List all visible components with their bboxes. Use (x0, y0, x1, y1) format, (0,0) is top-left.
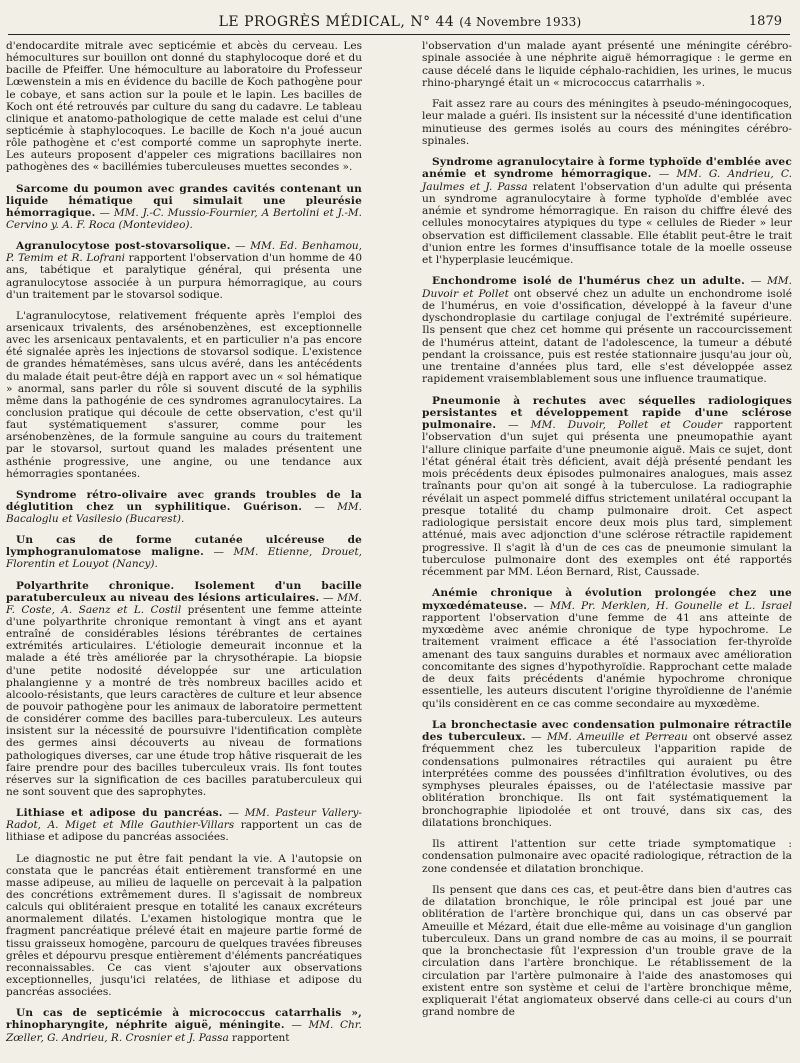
header-rule (8, 34, 790, 35)
issue-date: (4 Novembre 1933) (459, 15, 582, 29)
article-authors: — MM. J.-C. Mussio-Fournier, A Bertolini et J.-M. Cervino y. A. F. Roca (Montevideo). (6, 206, 362, 231)
article-paragraph (6, 580, 362, 799)
article-block (422, 40, 792, 89)
article-block (6, 40, 362, 174)
article-paragraph (422, 838, 792, 875)
article-title: Lithiase et adipose du pancréas. (16, 807, 223, 820)
article-paragraph (6, 1007, 362, 1043)
article-paragraph (422, 98, 792, 147)
article-title: Un cas de forme cutanée ulcéreuse de lymphogranulomatose maligne. (6, 534, 362, 559)
article-paragraph (6, 183, 362, 232)
article-authors: — MM. Duvoir, Pollet et Couder (508, 419, 723, 431)
article-text: rapportent l'observation d'un sujet qui présenta une pneumopathie ayant l'allure clinique parfaite d'une pneumonie aiguë. Mais ce sujet, dont l'état général était très déficient, avait déjà présenté pendant les mois précédents deux épisodes pulmonaires analogues, mais assez traînants pour qu'on ait songé à la tuberculose. La radiographie révélait un aspect pommelé diffus strictement unilatéral occupant la presque totalité du champ pulmonaire droit. Cet aspect radiologique persistait encore deux mois plus tard, simplement atténué, mais avec adjonction d'une sclérose rétractile rapidement progressive. Il s'agit là d'un de ces cas de pneumonie simulant la tuberculose pulmonaire dont des exemples ont été rapportés récemment par MM. Léon Bernard, Rist, Caussade. (422, 419, 792, 578)
article-block (6, 807, 362, 843)
article-title: Syndrome rétro-olivaire avec grands troubles de la déglutition chez un syphilitique. Guérison. (6, 488, 362, 513)
article-title: Pneumonie à rechutes avec séquelles radiologiques persistantes et développement rapide d'une sclérose pulmonaire. (422, 394, 792, 431)
article-paragraph (6, 310, 362, 480)
article-text: d'endocardite mitrale avec septicémie et abcès du cerveau. Les hémocultures sur bouillon ont donné du staphylocoque doré et du bacille de Pfeiffer. Une hémoculture au laboratoire du Professeur Lœwenstein a mis en évidence du bacille de Koch pathogène pour le cobaye, et sans action sur la poule et le lapin. Les bacilles de Koch ont été retrouvés par culture du sang du cadavre. Le tableau clinique et anatomo-pathologique de cette malade est celui d'une septicémie à staphylocoques. Le bacille de Koch n'a joué aucun rôle pathogène et c'est comporté comme un saprophyte inerte. Les auteurs proposent d'appeler ces migrations bacillaires non pathogènes des « bacillémies tuberculeuses muettes secondes ». (6, 40, 362, 174)
article-block (6, 310, 362, 480)
article-authors: — MM. Etienne, Drouet, Florentin et Louyot (Nancy). (6, 546, 362, 571)
running-head (0, 10, 800, 36)
article-authors: — MM. Ameuille et Perreau (531, 731, 688, 743)
article-paragraph (422, 587, 792, 710)
article-block (422, 395, 792, 579)
article-block (422, 587, 792, 710)
journal-name: LE PROGRÈS MÉDICAL, N° 44 (218, 14, 455, 30)
article-text: l'observation d'un malade ayant présenté une méningite cérébro-spinale associée à une néphrite aiguë hémorragique : le germe en cause décelé dans le liquide céphalo-rachidien, les urines, le mucus rhino-pharyngé était un « micrococcus catarrhalis ». (422, 40, 792, 89)
article-paragraph (422, 275, 792, 385)
article-block (422, 156, 792, 266)
article-text: Fait assez rare au cours des méningites à pseudo-méningocoques, leur malade a guéri. Ils insistent sur la nécessité d'une identification minutieuse des germes isolés au cours des méningites cérébro-spinales. (422, 98, 792, 147)
article-title: La bronchectasie avec condensation pulmonaire rétractile des tuberculeux. (422, 718, 792, 743)
article-block (6, 183, 362, 232)
article-text: rapportent (232, 1031, 290, 1044)
article-paragraph (6, 853, 362, 999)
article-paragraph (422, 884, 792, 1019)
article-paragraph (6, 240, 362, 301)
article-authors: — MM. G. Andrieu, C. Jaulmes et J. Passa (422, 168, 793, 193)
article-title: Agranulocytose post-stovarsolique. (16, 240, 231, 253)
article-block (6, 853, 362, 999)
article-authors: — MM. F. Coste, A. Saenz et L. Costil (6, 591, 362, 616)
article-text: présentent une femme atteinte d'une polyarthrite chronique remontant à vingt ans et ayant entraîné de considérables lésions térébrantes de certaines extrémités articulaires. L'étiologie demeurait inconnue et la malade a été très améliorée par la chrysothérapie. La biopsie d'une petite nodosité développée sur une articulation phalangienne y a montré de très nombreux bacilles acido et alcoolo-résistants, que leurs caractères de culture et leur absence de pouvoir pathogène pour les animaux de laboratoire permettent de considérer comme des bacilles para-tuberculeux. Les auteurs insistent sur la nécessité de poursuivre l'identification complète des germes ainsi découverts au niveau de formations pathologiques diverses, car une étude trop hâtive risquerait de les faire prendre pour des bacilles tuberculeux vrais. Ils font toutes réserves sur la signification de ces bacilles paratuberculeux qui ne sont souvent que des saprophytes. (6, 603, 362, 799)
article-block (422, 719, 792, 829)
article-block (6, 1007, 362, 1043)
article-text: Le diagnostic ne put être fait pendant la vie. A l'autopsie on constata que le pancréas était entièrement transformé en une masse adipeuse, au milieu de laquelle on percevait à la palpation des concrétions extrêmement dures. Il s'agissait de nombreux calculs qui oblitéraient presque en totalité les canaux excréteurs anormalement dilatés. L'examen histologique montra que le fragment pancréatique prélevé était en majeure partie formé de tissu graisseux homogène, parcouru de quelques travées fibreuses grêles et dépourvu presque entièrement d'éléments pancréatiques reconnaissables. Ce cas vient s'ajouter aux observations exceptionnelles, jusqu'ici relatées, de lithiase et adipose du pancréas associées. (6, 852, 362, 999)
article-title: Sarcome du poumon avec grandes cavités contenant un liquide hématique qui simulait une pleurésie hémorragique. (6, 182, 362, 219)
article-text: rapportent l'observation d'un homme de 40 ans, tabétique et paralytique général, qui présenta une agranulocytose associée à un purpura hémorragique, au cours d'un traitement par le stovarsol sodique. (6, 252, 362, 301)
article-authors: — MM. Duvoir et Pollet (422, 275, 793, 300)
article-text: L'agranulocytose, relativement fréquente après l'emploi des arsenicaux trivalents, des arsénobenzènes, est exceptionnelle avec les arsenicaux pentavalents, et en particulier n'a pas encore été signalée après les injections de stovarsol sodique. L'existence de grandes hématémèses, sans ulcus avéré, dans les antécédents du malade était peut-être déjà en rapport avec un « sol hématique » anormal, sans parler du rôle si souvent discuté de la syphilis même dans la pathogénie de ces syndromes agranulocytaires. La conclusion pratique qui découle de cette observation, c'est qu'il faut systématiquement s'assurer, comme pour les arsénobenzènes, de la formule sanguine au cours du traitement par le stovarsol, surtout quand les malades présentent une asthénie progressive, une angine, ou une tendance aux hémorragies spontanées. (6, 309, 362, 480)
page-number: 1879 (748, 14, 782, 29)
article-title: Syndrome agranulocytaire à forme typhoïde d'emblée avec anémie et syndrome hémorragique. (422, 156, 792, 181)
article-authors: — MM. Pr. Merklen, H. Gounelle et L. Israel (533, 599, 793, 612)
column-gutter (398, 40, 399, 1050)
journal-title (0, 14, 800, 30)
article-text: ont observé chez un adulte un enchondrome isolé de l'humérus, en voie d'ossification, développé à la faveur d'une dyschondroplasie du cartilage conjugal de l'extrémité supérieure. Ils pensent que chez cet homme qui présente un raccourcissement de l'humérus atteint, datant de l'adolescence, la tumeur a débuté pendant la croissance, puis est restée stationnaire jusqu'au jour où, une trentaine d'années plus tard, elle s'est développée assez rapidement vraisemblablement sous une influence traumatique. (422, 287, 792, 386)
article-title: Un cas de septicémie à micrococcus catarrhalis », rhinopharyngite, néphrite aiguë, méningite. (6, 1007, 362, 1032)
left-column (6, 40, 362, 1053)
article-text: rapportent un cas de lithiase et adipose du pancréas associées. (6, 819, 363, 844)
article-paragraph (6, 534, 362, 570)
article-block (6, 580, 362, 799)
right-column (422, 40, 792, 1028)
article-paragraph (422, 40, 792, 89)
article-text: ont observé assez fréquemment chez les tuberculeux l'apparition rapide de condensations pulmonaires rétractiles qui auraient pu être interprétées comme des poussées d'infiltration évolutives, ou des symphyses pleurales épaisses, ou de l'atélectasie massive par oblitération bronchique. Ils ont fait systématiquement la bronchographie lipiodolée et ont trouvé, dans six cas, des dilatations bronchiques. (422, 731, 793, 829)
article-text: relatent l'observation d'un adulte qui présenta un syndrome agranulocytaire à forme typhoïde d'emblée avec anémie et syndrome hémorragique. En raison du chiffre élevé des cellules monocytaires atypiques du type « cellules de Rieder » leur observation est difficilement classable. Elle établit peut-être le trait d'union entre les formes d'insuffisance totale de la moelle osseuse et l'hyperplasie leucémique. (422, 180, 792, 266)
article-block (422, 838, 792, 875)
article-paragraph (6, 807, 362, 843)
article-block (422, 275, 792, 385)
article-block (6, 240, 362, 301)
article-title: Polyarthrite chronique. Isolement d'un bacille paratuberculeux au niveau des lésions articulaires. (6, 579, 362, 604)
article-text: rapportent l'observation d'une femme de 41 ans atteinte de myxœdème avec anémie chronique de type hypochrome. Le traitement vraiment efficace a été l'association fer-thyroïde amenant des taux sanguins durables et normaux avec amélioration concomitante des signes d'hypothyroïdie. Rapprochant cette malade de deux faits précédents d'anémie hypochrome chronique essentielle, les auteurs discutent l'origine thyroïdienne de l'anémie qu'ils considèrent en ce cas comme secondaire au myxœdème. (422, 611, 792, 710)
article-paragraph (422, 719, 792, 829)
article-text: Ils attirent l'attention sur cette triade symptomatique : condensation pulmonaire avec opacité radiologique, rétraction de la zone condensée et dilatation bronchique. (422, 838, 792, 875)
article-title: Enchondrome isolé de l'humérus chez un adulte. (432, 275, 746, 288)
article-block (422, 884, 792, 1019)
article-paragraph (422, 395, 792, 579)
article-paragraph (6, 40, 362, 174)
article-title: Anémie chronique à évolution prolongée chez une myxœdémateuse. (422, 587, 792, 612)
article-block (6, 534, 362, 570)
article-block (6, 489, 362, 525)
article-authors: — MM. Ed. Benhamou, P. Temim et R. Lofrani (6, 240, 363, 265)
article-authors: — MM. Bacaloglu et Vasilesio (Bucarest). (6, 500, 362, 526)
article-text: Ils pensent que dans ces cas, et peut-être dans bien d'autres cas de dilatation bronchique, le rôle principal est joué par une oblitération de l'artère bronchique qui, dans un cas observé par Ameuille et Mézard, était due elle-même au voisinage d'un ganglion tuberculeux. Dans un grand nombre de cas au moins, il se pourrait que la bronchectasie fût l'expression d'un trouble grave de la circulation dans l'artère bronchique. Le rétablissement de la circulation par l'artère pulmonaire à l'aide des anastomoses qui existent entre son système et celui de l'artère bronchique même, expliquerait l'état angiomateux observé dans celle-ci au cours d'un grand nombre de (422, 883, 792, 1019)
article-authors: — MM. Chr. Zœller, G. Andrieu, R. Crosnier et J. Passa (6, 1019, 363, 1044)
article-authors: — MM. Pasteur Vallery-Radot, A. Miget et Mlle Gauthier-Villars (6, 807, 362, 832)
article-paragraph (6, 489, 362, 525)
article-paragraph (422, 156, 792, 266)
article-block (422, 98, 792, 147)
